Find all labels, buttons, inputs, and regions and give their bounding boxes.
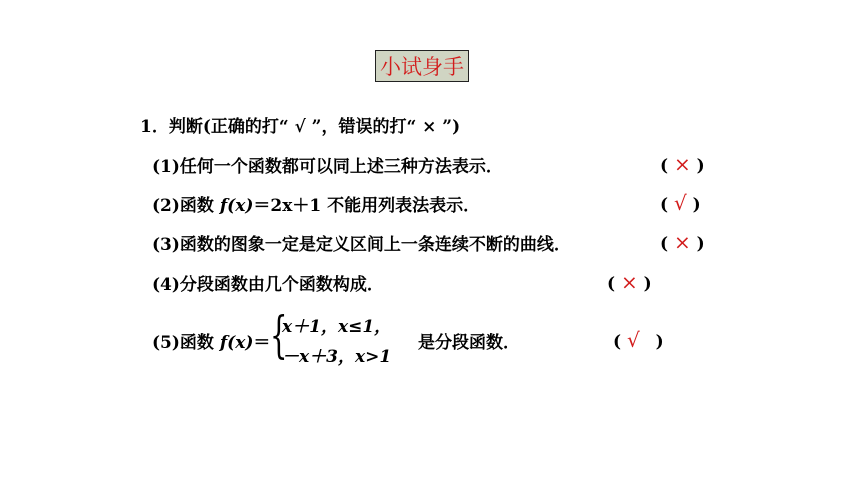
item-2-answer: ( √ ) <box>660 191 701 215</box>
check-icon: √ <box>626 328 640 352</box>
cross-icon: × <box>620 270 638 294</box>
item-2-text: (2)函数 f(x)＝2x＋1 不能用列表法表示． <box>152 196 481 216</box>
cross-icon: × <box>673 230 691 254</box>
item-3-answer: ( × ) <box>660 230 705 254</box>
item-5-text-post: 是分段函数． <box>418 333 520 353</box>
item-4-text: (4)分段函数由几个函数构成． <box>152 275 384 295</box>
item-1-text: (1)任何一个函数都可以同上述三种方法表示． <box>152 157 503 177</box>
section-title: 小试身手 <box>375 50 469 82</box>
piecewise-case-2: －x＋3，x>1 <box>282 347 392 367</box>
piecewise-case-1: x＋1，x≤1， <box>282 317 392 337</box>
item-4-answer: ( × ) <box>607 270 652 294</box>
check-icon: √ <box>673 191 687 215</box>
question-heading: 1．判断(正确的打“ √ ”，错误的打“ × ”) <box>140 117 461 137</box>
item-5-text: (5)函数 f(x)＝ <box>152 333 271 353</box>
piecewise-brace: { <box>270 306 288 364</box>
item-1-answer: ( × ) <box>660 152 705 176</box>
cross-icon: × <box>673 152 691 176</box>
item-3-text: (3)函数的图象一定是定义区间上一条连续不断的曲线． <box>152 235 571 255</box>
item-5-answer: ( √ ) <box>613 328 664 352</box>
